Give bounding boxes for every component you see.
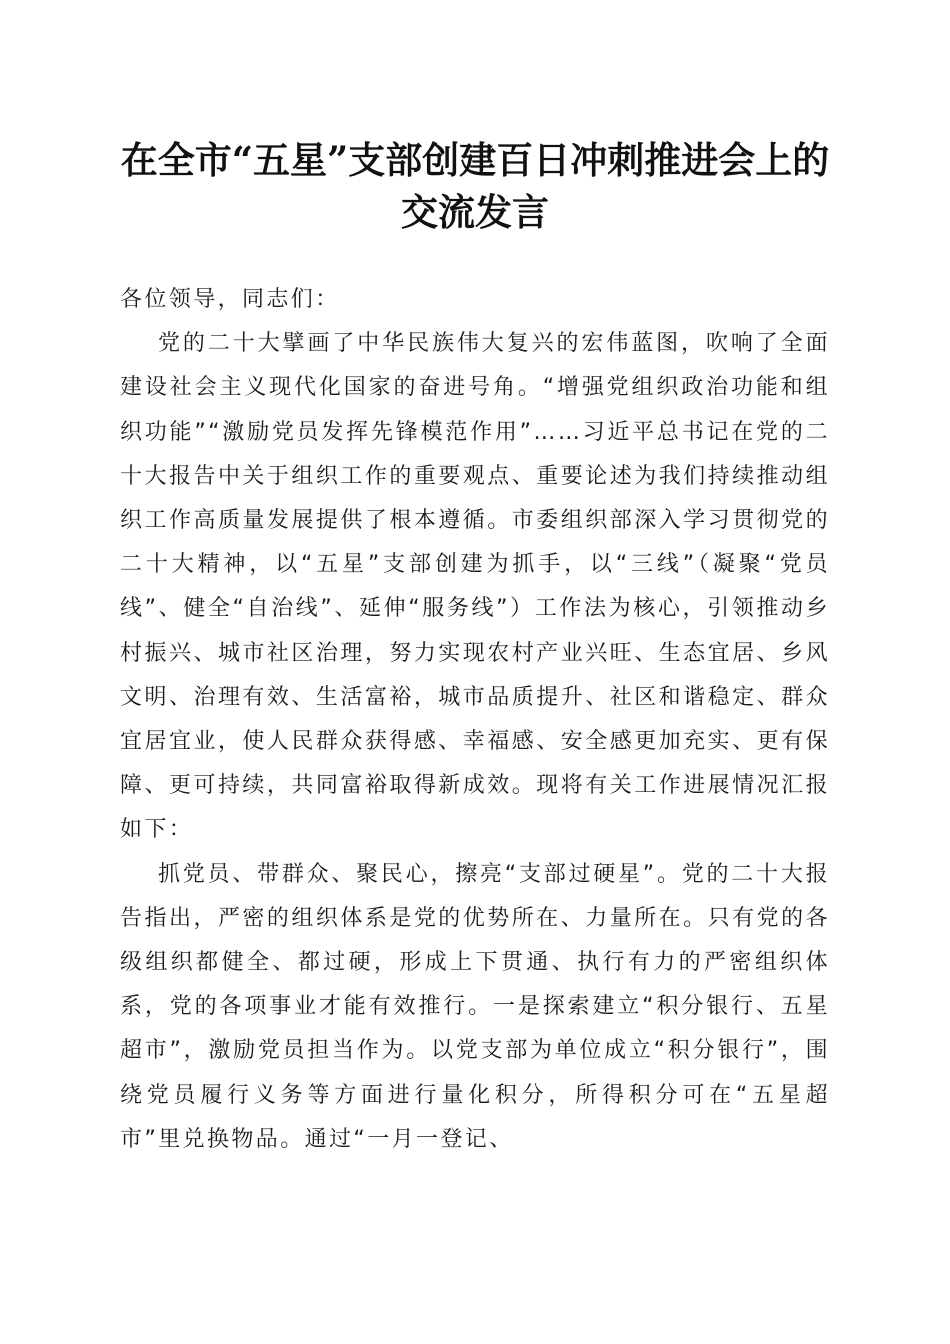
paragraph-1: 党的二十大擘画了中华民族伟大复兴的宏伟蓝图，吹响了全面建设社会主义现代化国家的奋进号角。“增强党组织政治功能和组织功能”“激励党员发挥先锋模范作用”……习近平总书记在党的二十大报告中关于组织工作的重要观点、重要论述为我们持续推动组织工作高质量发展提供了根本遵循。市委组织部深入学习贯彻党的二十大精神，以“五星”支部创建为抓手，以“三线”（凝聚“党员线”、健全“自治线”、延伸“服务线”）工作法为核心，引领推动乡村振兴、城市社区治理，努力实现农村产业兴旺、生态宜居、乡风文明、治理有效、生活富裕，城市品质提升、社区和谐稳定、群众宜居宜业，使人民群众获得感、幸福感、安全感更加充实、更有保障、更可持续，共同富裕取得新成效。现将有关工作进展情况汇报如下： bbox=[120, 331, 830, 843]
document-title bbox=[100, 134, 850, 238]
document-body bbox=[120, 278, 830, 1162]
salutation: 各位领导，同志们： bbox=[120, 287, 340, 312]
paragraph-2: 抓党员、带群众、聚民心，擦亮“支部过硬星”。党的二十大报告指出，严密的组织体系是党的优势所在、力量所在。只有党的各级组织都健全、都过硬，形成上下贯通、执行有力的严密组织体系，党的各项事业才能有效推行。一是探索建立“积分银行、五星超市”，激励党员担当作为。以党支部为单位成立“积分银行”，围绕党员履行义务等方面进行量化积分，所得积分可在“五星超市”里兑换物品。通过“一月一登记、 bbox=[120, 861, 830, 1152]
title-line-1: 在全市“五星”支部创建百日冲刺推进会上的 bbox=[120, 138, 830, 182]
title-line-2: 交流发言 bbox=[401, 190, 549, 234]
